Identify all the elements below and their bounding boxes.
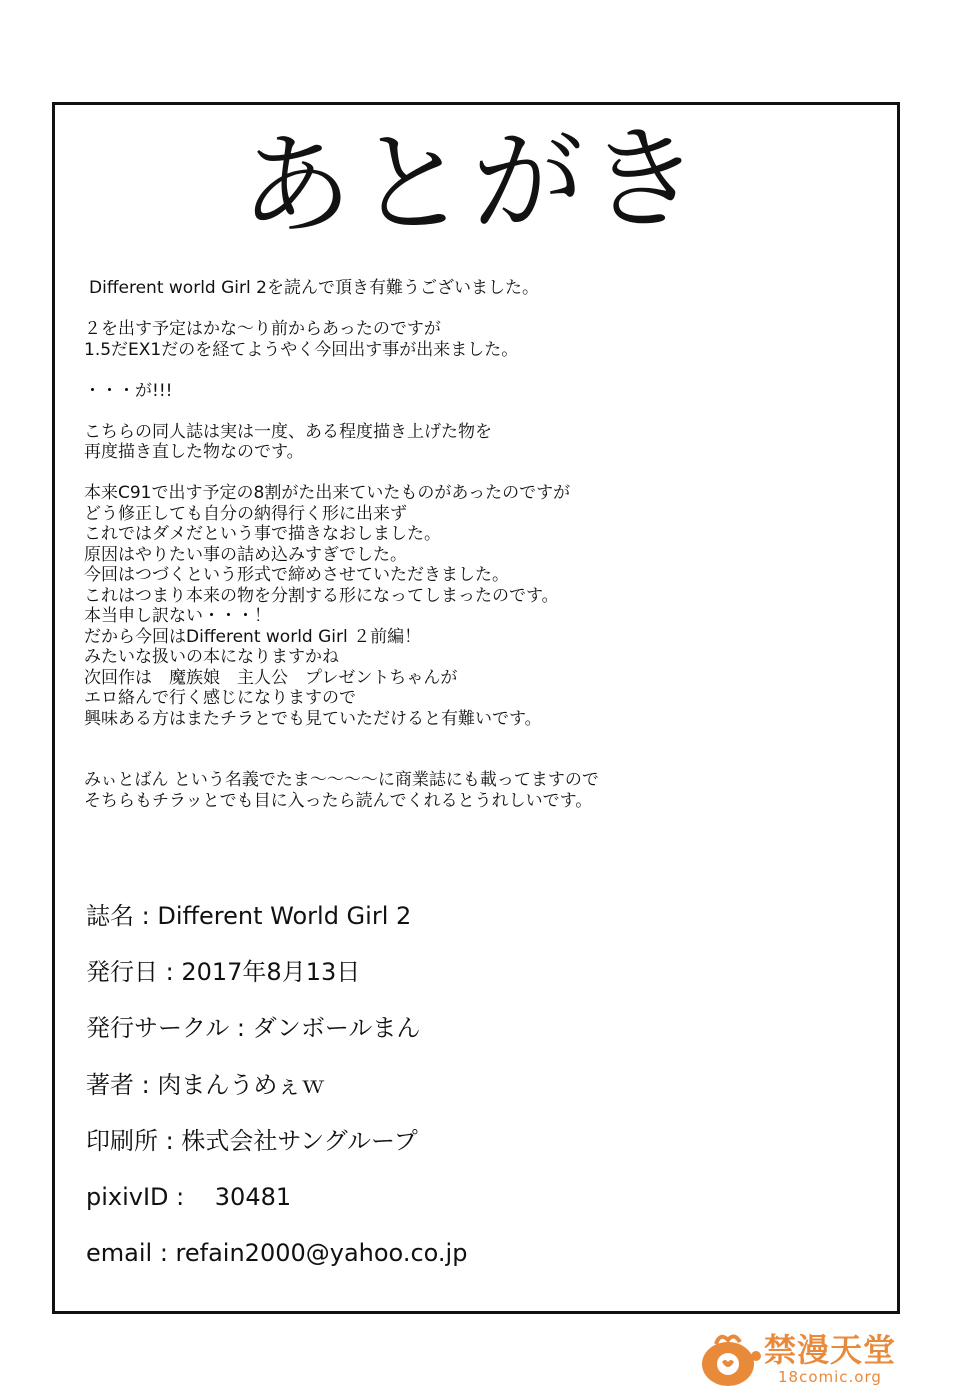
info-label: pixivID bbox=[86, 1182, 169, 1211]
info-row bbox=[86, 1008, 806, 1064]
info-value: 株式会社サングループ bbox=[181, 1126, 418, 1155]
info-label: 発行サークル bbox=[86, 1014, 230, 1043]
afterword-line: 今回はつづくという形式で締めさせていただきました。 bbox=[84, 565, 509, 585]
info-separator: : bbox=[168, 1182, 215, 1211]
afterword-line: Different world Girl 2を読んで頂き有難うございました。 bbox=[89, 278, 539, 298]
afterword-line: エロ絡んで行く感じになりますので bbox=[84, 688, 356, 708]
afterword-line bbox=[84, 463, 804, 484]
info-row bbox=[86, 1065, 806, 1121]
info-row bbox=[86, 896, 806, 952]
afterword-line: 興味ある方はまたチラとでも見ていただけると有難いです。 bbox=[84, 708, 542, 729]
info-label: 誌名 bbox=[86, 902, 134, 930]
info-separator: : bbox=[134, 1070, 158, 1099]
afterword-title: あとがき bbox=[238, 113, 706, 253]
afterword-line: 再度描き直した物なのです。 bbox=[84, 442, 304, 462]
info-separator: : bbox=[134, 902, 158, 930]
afterword-line bbox=[84, 360, 804, 381]
afterword-line: これではダメだという事で描きなおしました。 bbox=[84, 524, 441, 544]
info-row bbox=[86, 1233, 806, 1289]
afterword-line: 1.5だEX1だのを経てようやく今回出す事が出来ました。 bbox=[84, 339, 519, 360]
afterword-line: ２を出す予定はかな～り前からあったのですが bbox=[84, 319, 441, 339]
info-value: 肉まんうめぇｗ bbox=[157, 1070, 326, 1099]
afterword-line: ・・・が!!! bbox=[84, 380, 173, 401]
site-watermark[interactable] bbox=[698, 1326, 928, 1390]
afterword-line: こちらの同人誌は実は一度、ある程度描き上げた物を bbox=[84, 421, 492, 442]
afterword-line: だから今回はDifferent world Girl ２前編！ bbox=[84, 626, 422, 647]
afterword-line bbox=[84, 750, 804, 771]
info-label: 著者 bbox=[86, 1070, 134, 1099]
info-value: ダンボールまん bbox=[252, 1014, 421, 1043]
info-value: 2017年8月13日 bbox=[181, 958, 361, 987]
orange-cat-mascot-icon bbox=[698, 1332, 764, 1388]
afterword-line: これはつまり本来の物を分割する形になってしまったのです。 bbox=[84, 585, 559, 606]
afterword-line: みぃとばん という名義でたま～～～～に商業誌にも載ってますので bbox=[84, 770, 599, 790]
info-value: 30481 bbox=[214, 1182, 292, 1211]
watermark-url[interactable]: 18comic.org bbox=[778, 1368, 882, 1386]
afterword-line: みたいな扱いの本になりますかね bbox=[84, 647, 339, 667]
info-row bbox=[86, 1177, 806, 1233]
publication-info bbox=[86, 896, 806, 1289]
afterword-line: 本当申し訳ない・・・！ bbox=[84, 606, 271, 626]
afterword-line bbox=[84, 729, 804, 750]
info-row bbox=[86, 1121, 806, 1177]
afterword-body bbox=[84, 278, 804, 811]
info-separator: : bbox=[158, 1126, 182, 1155]
afterword-line bbox=[84, 401, 804, 422]
afterword-line: そちらもチラッとでも目に入ったら読んでくれるとうれしいです。 bbox=[84, 790, 593, 811]
afterword-line: 次回作は 魔族娘 主人公 プレゼントちゃんが bbox=[84, 667, 458, 688]
afterword-line bbox=[84, 299, 804, 320]
info-label: 発行日 bbox=[86, 958, 158, 987]
info-value: refain2000@yahoo.co.jp bbox=[175, 1239, 468, 1268]
info-label: email bbox=[86, 1239, 153, 1268]
info-separator: : bbox=[158, 958, 182, 987]
info-label: 印刷所 bbox=[86, 1126, 158, 1155]
afterword-line: どう修正しても自分の納得行く形に出来ず bbox=[84, 503, 407, 524]
info-separator: : bbox=[229, 1014, 253, 1043]
info-row bbox=[86, 952, 806, 1008]
afterword-line: 本来C91で出す予定の8割がた出来ていたものがあったのですが bbox=[84, 483, 571, 503]
afterword-line: 原因はやりたい事の詰め込みすぎでした。 bbox=[84, 544, 407, 565]
watermark-site-name: 禁漫天堂 bbox=[764, 1331, 897, 1369]
info-value: Different World Girl 2 bbox=[157, 902, 412, 930]
info-separator: : bbox=[152, 1239, 176, 1268]
